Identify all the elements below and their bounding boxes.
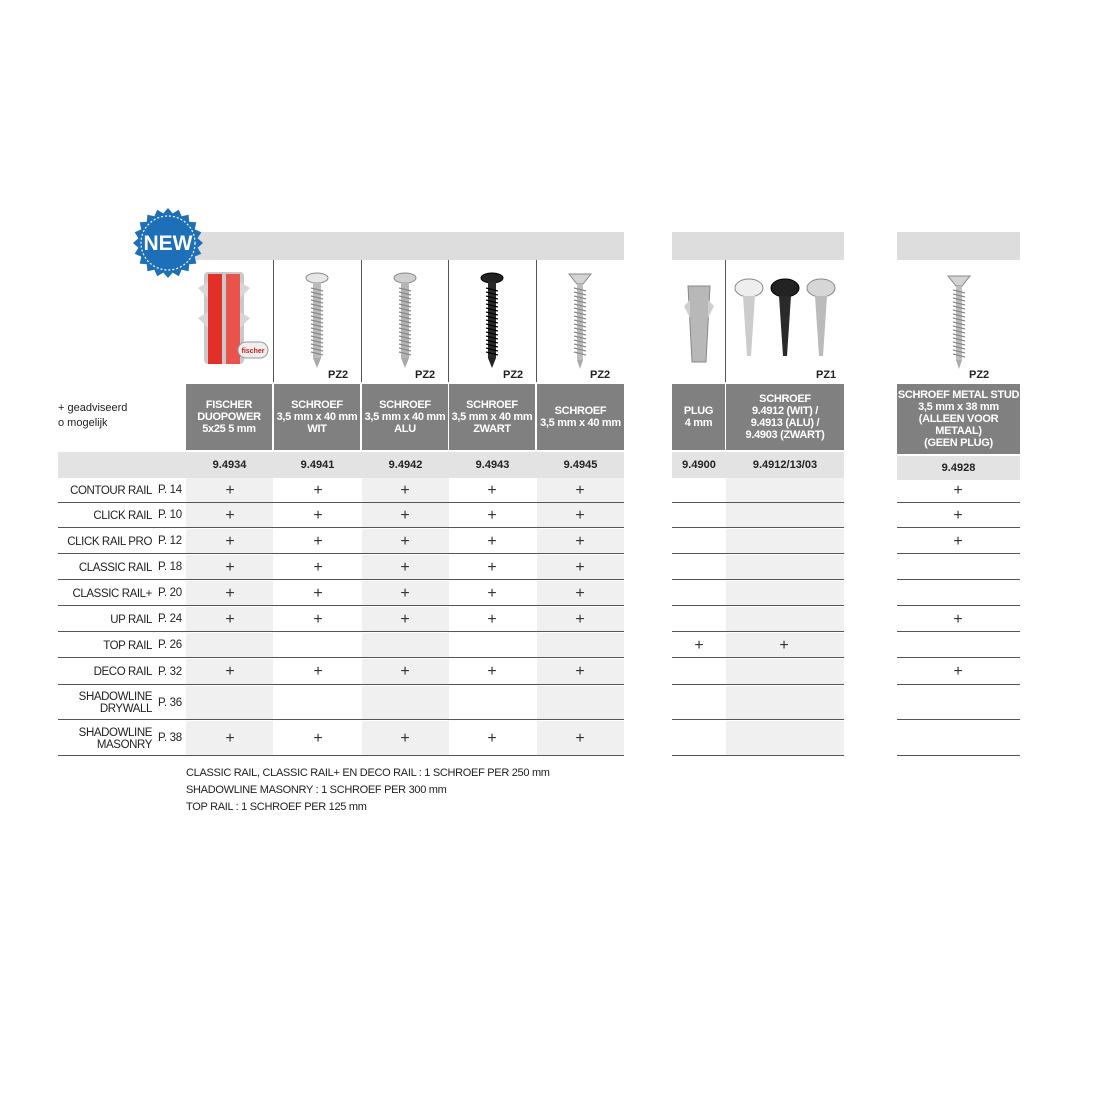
page-reference: P. 24	[158, 613, 182, 625]
row-divider	[672, 719, 844, 720]
row-divider	[672, 527, 844, 528]
compatibility-mark: +	[953, 610, 963, 628]
pz-label: PZ2	[503, 369, 524, 381]
compatibility-mark: +	[400, 610, 410, 628]
footnote-line: TOP RAIL : 1 SCHROEF PER 125 mm	[186, 801, 367, 813]
compatibility-mark: +	[953, 663, 963, 680]
compatibility-mark: +	[225, 558, 235, 576]
column-title: FISCHER DUOPOWER 5x25 5 mm	[186, 384, 272, 450]
row-divider	[897, 684, 1020, 685]
row-divider	[58, 684, 624, 685]
row-divider	[897, 553, 1020, 554]
column-divider	[273, 260, 274, 382]
shaded-cell	[537, 633, 624, 657]
compatibility-mark: +	[225, 481, 235, 499]
page-reference: P. 14	[158, 484, 182, 496]
row-divider	[672, 684, 844, 685]
row-divider	[58, 657, 624, 658]
compatibility-mark: +	[575, 729, 585, 747]
page-reference: P. 18	[158, 561, 182, 573]
column-title: SCHROEF 3,5 mm x 40 mm WIT	[274, 384, 360, 450]
brand-logo-text: fischer	[241, 348, 265, 355]
countersunk-screw-icon	[563, 270, 597, 370]
column-divider	[536, 260, 537, 382]
row-divider	[897, 755, 1020, 756]
compatibility-mark: +	[487, 532, 497, 550]
compatibility-mark: +	[400, 584, 410, 602]
page-reference: P. 26	[158, 639, 182, 651]
rail-name: CLICK RAIL	[93, 509, 152, 522]
shaded-cell	[726, 503, 844, 527]
row-divider	[58, 631, 624, 632]
rail-name: UP RAIL	[110, 613, 152, 626]
row-divider	[897, 579, 1020, 580]
column-divider	[448, 260, 449, 382]
rail-name: CLASSIC RAIL	[78, 561, 152, 574]
compatibility-mark: +	[953, 532, 963, 550]
rail-name: CLICK RAIL PRO	[67, 535, 152, 548]
pz-label: PZ2	[590, 369, 611, 381]
compatibility-mark: +	[779, 636, 789, 654]
metal-stud-screw-icon	[942, 272, 976, 370]
page-reference: P. 32	[158, 665, 182, 678]
pz-label: PZ2	[969, 369, 990, 381]
footnote-line: CLASSIC RAIL, CLASSIC RAIL+ EN DECO RAIL : 1 SCHROEF PER 250 mm	[186, 767, 550, 779]
compatibility-mark: +	[400, 481, 410, 499]
fischer-duopower-plug-icon	[190, 268, 270, 374]
shaded-cell	[362, 633, 449, 657]
row-divider	[897, 631, 1020, 632]
shaded-cell	[726, 581, 844, 605]
column-title: SCHROEF METAL STUD 3,5 mm x 38 mm (ALLEEN VOOR METAAL) (GEEN PLUG)	[897, 384, 1020, 454]
shaded-cell	[537, 686, 624, 719]
compatibility-mark: +	[953, 481, 963, 499]
compatibility-mark: +	[575, 584, 585, 602]
compatibility-mark: +	[313, 558, 323, 576]
code-bar-label-area	[58, 452, 186, 478]
row-divider	[897, 657, 1020, 658]
column-title: PLUG 4 mm	[672, 384, 725, 450]
compatibility-mark: +	[225, 663, 235, 680]
row-divider	[58, 579, 624, 580]
row-divider	[58, 527, 624, 528]
compatibility-mark: +	[575, 558, 585, 576]
shaded-cell	[726, 555, 844, 579]
shaded-cell	[726, 529, 844, 553]
pz-label: PZ2	[415, 369, 436, 381]
row-divider	[672, 553, 844, 554]
article-code: 9.4942	[388, 459, 423, 471]
page-reference: P. 38	[158, 732, 182, 744]
compatibility-mark: +	[313, 506, 323, 524]
group-3-header-band	[897, 232, 1020, 260]
article-code: 9.4928	[941, 462, 976, 474]
column-title: SCHROEF 3,5 mm x 40 mm	[537, 384, 624, 450]
group-1-header-band	[186, 232, 624, 260]
compatibility-mark: +	[313, 610, 323, 628]
compatibility-mark: +	[225, 729, 235, 747]
compatibility-mark: +	[487, 481, 497, 499]
column-divider	[361, 260, 362, 382]
shaded-cell	[726, 686, 844, 719]
row-divider	[58, 553, 624, 554]
shaded-cell	[726, 721, 844, 755]
compatibility-mark: +	[487, 506, 497, 524]
compatibility-mark: +	[225, 532, 235, 550]
compatibility-mark: +	[313, 532, 323, 550]
row-divider	[672, 605, 844, 606]
compatibility-mark: +	[400, 532, 410, 550]
article-code: 9.4945	[563, 459, 598, 471]
group-2-header-band	[672, 232, 844, 260]
page-reference: P. 36	[158, 696, 182, 709]
compatibility-mark: +	[575, 481, 585, 499]
compatibility-mark: +	[225, 584, 235, 602]
row-divider	[58, 719, 624, 720]
legend-advised: + geadviseerd	[58, 402, 128, 414]
shaded-cell	[726, 607, 844, 631]
compatibility-mark: +	[487, 584, 497, 602]
row-divider	[897, 527, 1020, 528]
compatibility-mark: +	[225, 610, 235, 628]
compatibility-mark: +	[313, 584, 323, 602]
legend	[58, 401, 127, 431]
row-divider	[672, 579, 844, 580]
row-divider	[897, 605, 1020, 606]
legend-possible: o mogelijk	[58, 417, 108, 429]
pz-label: PZ2	[328, 369, 349, 381]
article-code: 9.4912/13/03	[752, 459, 818, 471]
compatibility-mark: +	[400, 729, 410, 747]
compatibility-mark: +	[313, 663, 323, 680]
row-divider	[672, 657, 844, 658]
compatibility-mark: +	[400, 663, 410, 680]
compatibility-mark: +	[575, 663, 585, 680]
page-reference: P. 12	[158, 535, 182, 547]
shaded-cell	[726, 659, 844, 684]
compatibility-mark: +	[575, 610, 585, 628]
row-divider	[58, 605, 624, 606]
compatibility-mark: +	[487, 729, 497, 747]
column-title: SCHROEF 9.4912 (WIT) / 9.4913 (ALU) / 9.4903 (ZWART)	[726, 384, 844, 450]
shaded-cell	[362, 686, 449, 719]
rail-name: DECO RAIL	[93, 666, 152, 678]
footnote-line: SHADOWLINE MASONRY : 1 SCHROEF PER 300 mm	[186, 784, 447, 796]
column-title: SCHROEF 3,5 mm x 40 mm ALU	[362, 384, 448, 450]
shaded-cell	[186, 633, 273, 657]
row-divider	[897, 502, 1020, 503]
compatibility-mark: +	[487, 610, 497, 628]
article-code: 9.4943	[475, 459, 510, 471]
pan-head-screws-icon	[731, 276, 839, 360]
row-divider	[672, 631, 844, 632]
compatibility-mark: +	[400, 506, 410, 524]
page-reference: P. 10	[158, 509, 182, 521]
rail-name: SHADOWLINE MASONRY	[78, 726, 152, 751]
column-divider	[725, 260, 726, 382]
compatibility-mark: +	[575, 532, 585, 550]
shaded-cell	[726, 478, 844, 502]
shaded-cell	[186, 686, 273, 719]
plug-icon	[682, 282, 716, 368]
article-code: 9.4934	[212, 459, 247, 471]
rail-name: TOP RAIL	[103, 639, 152, 652]
compatibility-mark: +	[487, 663, 497, 680]
article-code: 9.4900	[682, 459, 716, 471]
compatibility-mark: +	[953, 506, 963, 524]
column-title: SCHROEF 3,5 mm x 40 mm ZWART	[449, 384, 535, 450]
rail-name: CLASSIC RAIL+	[72, 587, 152, 600]
compatibility-mark: +	[313, 729, 323, 747]
black-screw-icon	[475, 270, 509, 370]
rail-name: SHADOWLINE DRYWALL	[78, 691, 152, 715]
row-divider	[672, 755, 844, 756]
compatibility-mark: +	[313, 481, 323, 499]
pz-label: PZ1	[816, 369, 837, 381]
compatibility-mark: +	[400, 558, 410, 576]
rail-name: CONTOUR RAIL	[70, 484, 152, 497]
badge-label: NEW	[143, 232, 193, 255]
page-reference: P. 20	[158, 587, 182, 599]
article-code: 9.4941	[300, 459, 335, 471]
white-screw-icon	[300, 270, 334, 370]
compatibility-mark: +	[575, 506, 585, 524]
compatibility-mark: +	[487, 558, 497, 576]
compatibility-mark: +	[225, 506, 235, 524]
row-divider	[58, 755, 624, 756]
compatibility-mark: +	[694, 636, 704, 654]
row-divider	[897, 719, 1020, 720]
alu-screw-icon	[388, 270, 422, 370]
